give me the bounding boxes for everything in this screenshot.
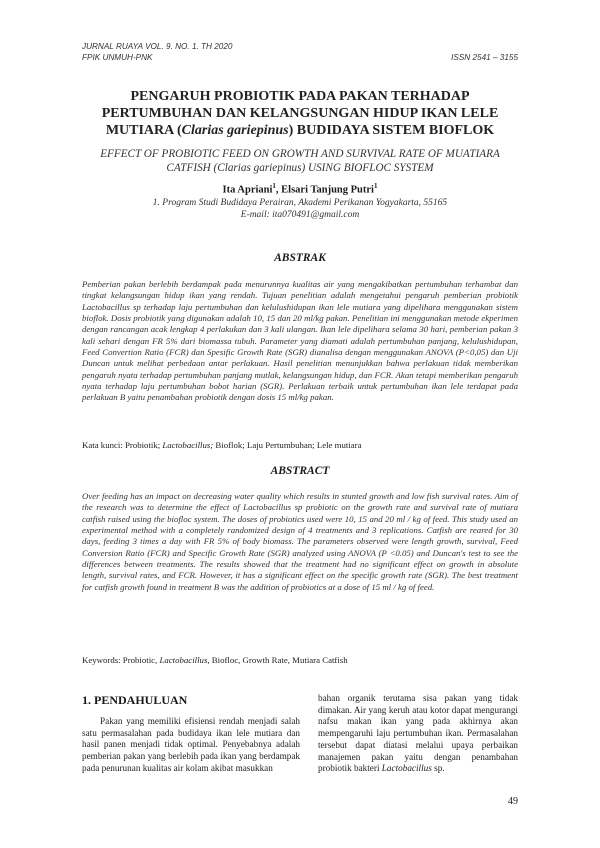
intro-paragraph: Pakan yang memiliki efisiensi rendah menjadi salah satu permasalahan pada budidaya ikan lele mutiara dan hasil panen menjadi tidak optimal. Penyebabnya adalah pemberian pakan yang berlebih pada ikan yang berdampak pada penurunan kualitas air kolam akibat masukkan [82, 716, 300, 773]
authors: Ita Apriani$^1$, Elsari Tanjung Putri$^1$ [222, 182, 378, 196]
abstract-heading: ABSTRACT [270, 465, 330, 477]
intro-paragraph-cont: bahan organik terutama sisa pakan yang tidak dimakan. Air yang keruh atau kotor dapat mengurangi nafsu makan ikan yang pada akhirnya akan mempengaruhi laju pertumbuhan ikan. Permasalahan tersebut dapat diatasi melalui upaya perbaikan manajemen pakan yaitu dengan penambahan probiotik bakteri Lactobacillus sp. [318, 693, 518, 774]
abstrak-text: Pemberian pakan berlebih berdampak pada menurunnya kualitas air yang mengakibatkan pertumbuhan terhambat dan tingkat kelangsungan hidup ikan yang rendah. Tujuan penelitian adalah mengetahui pengaruh pemberian probiotik Lactobacillus sp terhadap laju pertumbuhan dan kelulushidupan ikan lele mutiara yang dipelihara menggunakan sistem bioflok. Dosis probiotik yang digunakan adalah 10, 15 dan 20 ml/kg pakan. Penelitian ini menggunakan metode ekperimen dengan rancangan acak lengkap 4 perlakukan dan 3 kali ulangan. Ikan lele dipelihara selama 30 hari, pemberian pakan 3 kali sehari dengan FR 5% dari biomassa tubuh. Parameter yang diamati adalah pertumbuhan panjang, kelulushidupan, Feed Convertion Ratio (FCR) dan Spesific Growth Rate (SGR) dianalisa dengan menggunakan ANOVA (P<0,05) dan Uji Duncan untuk melihat perbedaan antar perlakuan. Hasil penelitian menunjukkan bahwa perlakuan tidak memberikan pengaruh nyata terhadap pertumbuhan panjang mutlak, kelangsungan hidup, dan FCR. Akan tetapi memberikan pengaruh nyata terhadap laju pertumbuhan bobot harian (SGR). Perlakuan terbaik untuk pertumbuhan ikan lele terdapat pada perlakuan B yaitu penambahan probiotik dengan dosis 15 ml/kg pakan. [82, 279, 518, 403]
abstrak-heading: ABSTRAK [274, 252, 326, 264]
journal-header [82, 42, 518, 51]
species-name: Clarias gariepinus [181, 123, 289, 138]
abstract-text: Over feeding has an impact on decreasing water quality which results in stunted growth and low fish survival rates. Aim of the research was to determine the effect of Lactobacillus sp probiotic on the growth rate and survival rate of mutiara catfish raised using the biofloc system. The doses of probiotics used were 10, 15 and 20 ml / kg of feed. This study used an experimental method with a completely randomized design of 4 treatments and 3 replications. Catfish are reared for 30 days, feeding 3 times a day with FR 5% of body biomass. The parameters observed were length growth, survival, Feed Conversion Ratio (FCR) and Specific Growth Rate (SGR) analyzed using ANOVA (P <0.05) and Duncan's test to see the differences between treatments. The results showed that the treatment had no significant effect on growth in absolute length, survival rates, and FCR. However, it has a significant effect on the specific growth rate (SGR). The best treatment for catfish growth found in treatment B was the addition of probiotics at a dose of 15 ml / kg of feed. [82, 491, 518, 592]
paper-title: PENGARUH PROBIOTIK PADA PAKAN TERHADAP PERTUMBUHAN DAN KELANGSUNGAN HIDUP IKAN LELE MUTIARA (Clarias gariepinus) BUDIDAYA SISTEM BIOFLOK [101, 89, 499, 138]
email: E-mail: ita070491@gmail.com [240, 210, 360, 220]
affiliation [82, 197, 518, 221]
keywords: Keywords: Probiotic, Lactobacillus, Biofloc, Growth Rate, Mutiara Catfish [82, 655, 348, 665]
journal-name: JURNAL RUAYA VOL. 9. NO. 1. TH 2020 [82, 42, 233, 51]
author-1: Ita Apriani [222, 184, 273, 196]
intro-left-column [82, 716, 300, 775]
kata-kunci: Kata kunci: Probiotik; Lactobacillus; Bioflok; Laju Pertumbuhan; Lele mutiara [82, 440, 362, 450]
english-title: EFFECT OF PROBIOTIC FEED ON GROWTH AND SURVIVAL RATE OF MUATIARA CATFISH (Clarias gariepinus) USING BIOFLOC SYSTEM [100, 148, 500, 174]
intro-right-column [318, 693, 518, 775]
affiliation-line: 1. Program Studi Budidaya Perairan, Akademi Perikanan Yogyakarta, 55165 [152, 198, 448, 208]
page-number: 49 [508, 796, 518, 807]
publisher: FPIK UNMUH-PNK [82, 53, 153, 62]
section-heading: 1. PENDAHULUAN [82, 693, 188, 707]
author-2: Elsari Tanjung Putri [281, 184, 374, 196]
issn: ISSN 2541 – 3155 [451, 53, 518, 62]
journal-subheader [82, 53, 518, 62]
